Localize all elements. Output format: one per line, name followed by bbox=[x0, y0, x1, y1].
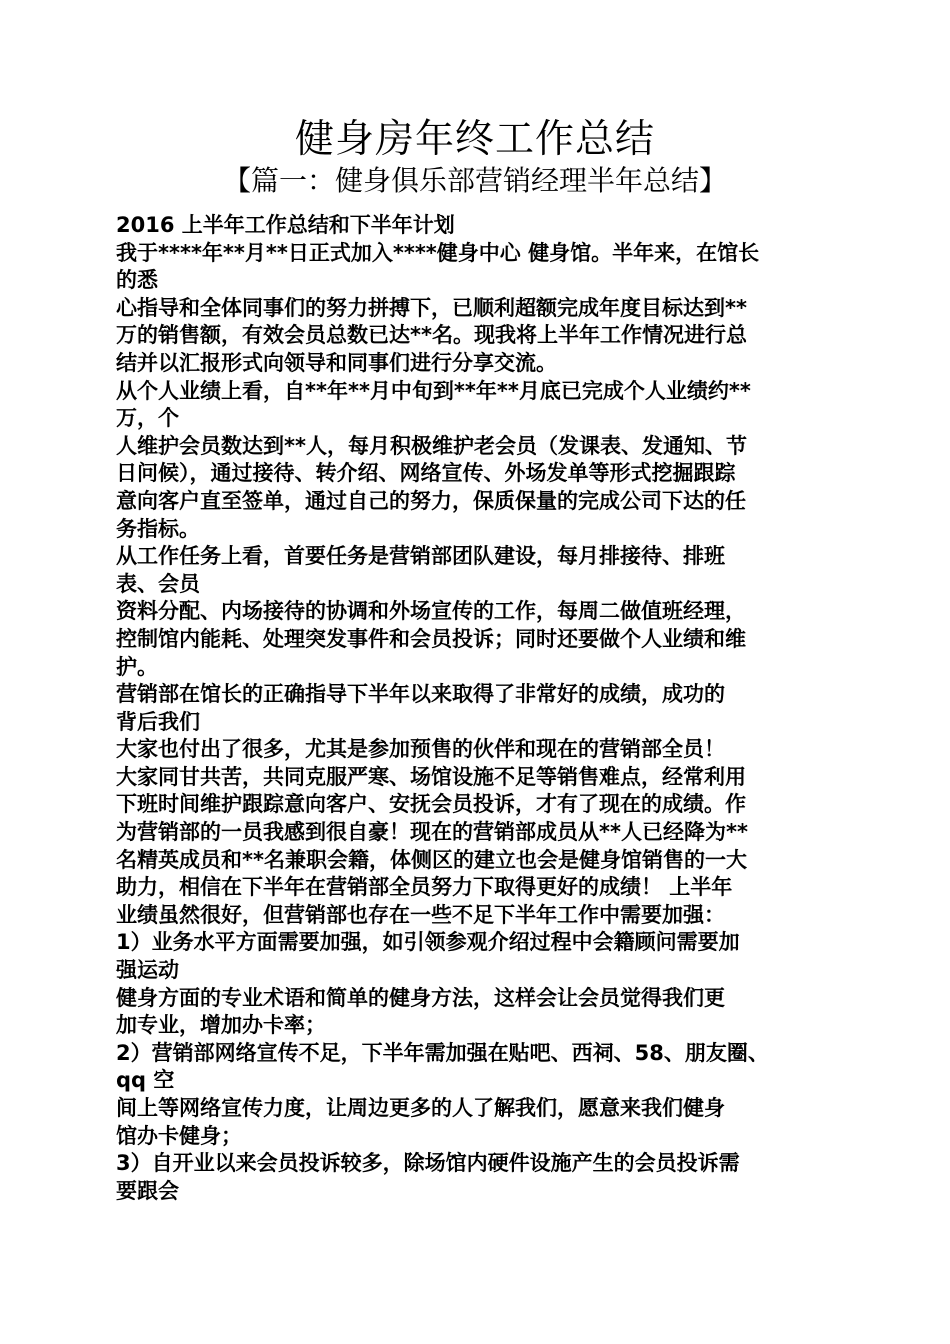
body-line: 大家同甘共苦，共同克服严寒、场馆设施不足等销售难点，经常利用 bbox=[116, 764, 746, 789]
body-line: 大家也付出了很多，尤其是参加预售的伙伴和现在的营销部全员！ bbox=[116, 737, 725, 762]
body-line: 为营销部的一员我感到很自豪！现在的营销部成员从**人已经降为** bbox=[116, 820, 748, 845]
body-line: 助力，相信在下半年在营销部全员努力下取得更好的成绩！ 上半年 bbox=[116, 875, 733, 900]
body-line: 资料分配、内场接待的协调和外场宣传的工作，每周二做值班经理， bbox=[116, 599, 746, 624]
body-line: 3）自开业以来会员投诉较多，除场馆内硬件设施产生的会员投诉需 bbox=[116, 1151, 740, 1176]
body-line: 强运动 bbox=[116, 958, 179, 983]
body-line: 从工作任务上看，首要任务是营销部团队建设，每月排接待、排班 bbox=[116, 544, 725, 569]
body-line: 馆办卡健身； bbox=[116, 1123, 242, 1148]
body-line: 意向客户直至签单，通过自己的努力，保质保量的完成公司下达的任 bbox=[116, 488, 746, 513]
body-line: 结并以汇报形式向领导和同事们进行分享交流。 bbox=[116, 350, 557, 375]
document-subtitle: 【篇一：健身俱乐部营销经理半年总结】 bbox=[222, 164, 727, 197]
body-line: 背后我们 bbox=[116, 709, 200, 734]
body-line: 业绩虽然很好，但营销部也存在一些不足下半年工作中需要加强： bbox=[116, 902, 725, 927]
document-body bbox=[116, 212, 846, 1205]
body-line: 万的销售额，有效会员总数已达**名。现我将上半年工作情况进行总 bbox=[116, 323, 747, 348]
body-line: 2）营销部网络宣传不足，下半年需加强在贴吧、西祠、58、朋友圈、 bbox=[116, 1040, 769, 1065]
body-line: 健身方面的专业术语和简单的健身方法，这样会让会员觉得我们更 bbox=[116, 985, 725, 1010]
body-line: 下班时间维护跟踪意向客户、安抚会员投诉，才有了现在的成绩。作 bbox=[116, 792, 746, 817]
body-line: 心指导和全体同事们的努力拼搏下，已顺利超额完成年度目标达到** bbox=[116, 295, 747, 320]
body-line: 2016 上半年工作总结和下半年计划 bbox=[116, 213, 455, 237]
body-line: 要跟会 bbox=[116, 1178, 179, 1203]
body-line: 人维护会员数达到**人，每月积极维护老会员（发课表、发通知、节 bbox=[116, 433, 747, 458]
body-line: 名精英成员和**名兼职会籍，体侧区的建立也会是健身馆销售的一大 bbox=[116, 847, 747, 872]
document-title: 健身房年终工作总结 bbox=[294, 117, 655, 162]
body-line: 我于****年**月**日正式加入****健身中心 健身馆。半年来，在馆长 bbox=[116, 240, 760, 265]
body-line: 从个人业绩上看，自**年**月中旬到**年**月底已完成个人业绩约** bbox=[116, 378, 751, 403]
body-line: qq 空 bbox=[116, 1068, 175, 1093]
body-line: 护。 bbox=[116, 654, 158, 679]
body-line: 日问候），通过接待、转介绍、网络宣传、外场发单等形式挖掘跟踪 bbox=[116, 461, 736, 486]
body-line: 表、会员 bbox=[116, 571, 200, 596]
body-line: 加专业，增加办卡率； bbox=[116, 1013, 326, 1038]
body-line: 的悉 bbox=[116, 268, 158, 293]
body-line: 控制馆内能耗、处理突发事件和会员投诉；同时还要做个人业绩和维 bbox=[116, 626, 746, 651]
body-line: 万，个 bbox=[116, 406, 179, 431]
body-line: 1）业务水平方面需要加强，如引领参观介绍过程中会籍顾问需要加 bbox=[116, 930, 740, 955]
body-line: 务指标。 bbox=[116, 516, 200, 541]
body-line: 营销部在馆长的正确指导下半年以来取得了非常好的成绩，成功的 bbox=[116, 682, 725, 707]
body-line: 间上等网络宣传力度，让周边更多的人了解我们，愿意来我们健身 bbox=[116, 1096, 725, 1120]
